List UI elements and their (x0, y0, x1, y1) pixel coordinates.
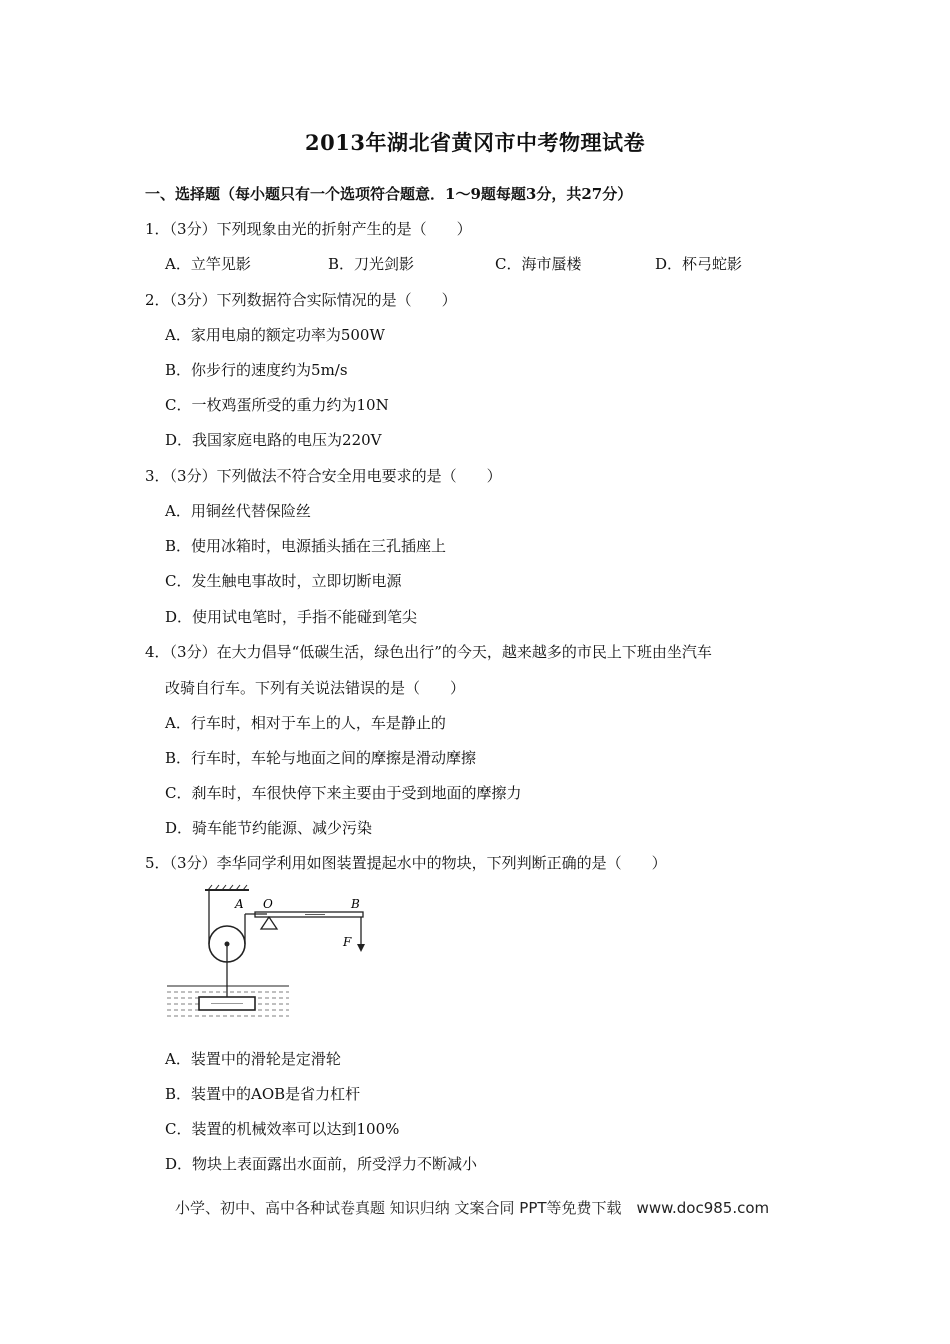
label-o: O (263, 897, 273, 911)
footer-link-text: 小学、初中、高中各种试卷真题 知识归纳 文案合同 PPT等免费下载 www.doc985.com (175, 1199, 770, 1217)
question-1-stem: 1．（3分）下列现象由光的折射产生的是（ ） (145, 220, 472, 238)
section-heading: 一、选择题（每小题只有一个选项符合题意．1～9题每题3分，共27分） (145, 185, 633, 203)
label-b: B (351, 897, 360, 911)
question-5-option-b: B．装置中的AOB是省力杠杆 (165, 1085, 361, 1103)
pulley-lever-diagram (165, 884, 395, 1024)
question-3-option-d: D．使用试电笔时，手指不能碰到笔尖 (165, 608, 418, 626)
question-5-option-c: C．装置的机械效率可以达到100% (165, 1120, 400, 1138)
question-2-option-d: D．我国家庭电路的电压为220V (165, 431, 382, 449)
question-1-option-a: A．立竿见影 (165, 255, 251, 273)
question-4-option-a: A．行车时，相对于车上的人，车是静止的 (165, 714, 446, 732)
question-2-stem: 2．（3分）下列数据符合实际情况的是（ ） (145, 291, 457, 309)
question-5-option-a: A．装置中的滑轮是定滑轮 (165, 1050, 341, 1068)
question-3-option-c: C．发生触电事故时，立即切断电源 (165, 572, 402, 590)
question-2-option-c: C．一枚鸡蛋所受的重力约为10N (165, 396, 389, 414)
label-f: F (343, 935, 352, 949)
question-2-option-b: B．你步行的速度约为5m/s (165, 361, 348, 379)
exam-title: 2013年湖北省黄冈市中考物理试卷 (305, 130, 645, 155)
question-4-stem: 4．（3分）在大力倡导“低碳生活，绿色出行”的今天，越来越多的市民上下班由坐汽车 (145, 643, 712, 661)
question-1-option-d: D．杯弓蛇影 (655, 255, 743, 273)
question-5-stem: 5．（3分）李华同学利用如图装置提起水中的物块，下列判断正确的是（ ） (145, 854, 667, 872)
question-4-option-c: C．刹车时，车很快停下来主要由于受到地面的摩擦力 (165, 784, 522, 802)
question-1-option-b: B．刀光剑影 (328, 255, 415, 273)
question-5-option-d: D．物块上表面露出水面前，所受浮力不断减小 (165, 1155, 478, 1173)
question-4-option-b: B．行车时，车轮与地面之间的摩擦是滑动摩擦 (165, 749, 477, 767)
question-4-stem-continued: 改骑自行车。下列有关说法错误的是（ ） (165, 679, 466, 697)
label-a: A (235, 897, 244, 911)
question-3-stem: 3．（3分）下列做法不符合安全用电要求的是（ ） (145, 467, 502, 485)
question-1-option-c: C．海市蜃楼 (495, 255, 582, 273)
question-4-option-d: D．骑车能节约能源、减少污染 (165, 819, 373, 837)
question-2-option-a: A．家用电扇的额定功率为500W (165, 326, 385, 344)
question-3-option-b: B．使用冰箱时，电源插头插在三孔插座上 (165, 537, 447, 555)
question-3-option-a: A．用铜丝代替保险丝 (165, 502, 311, 520)
